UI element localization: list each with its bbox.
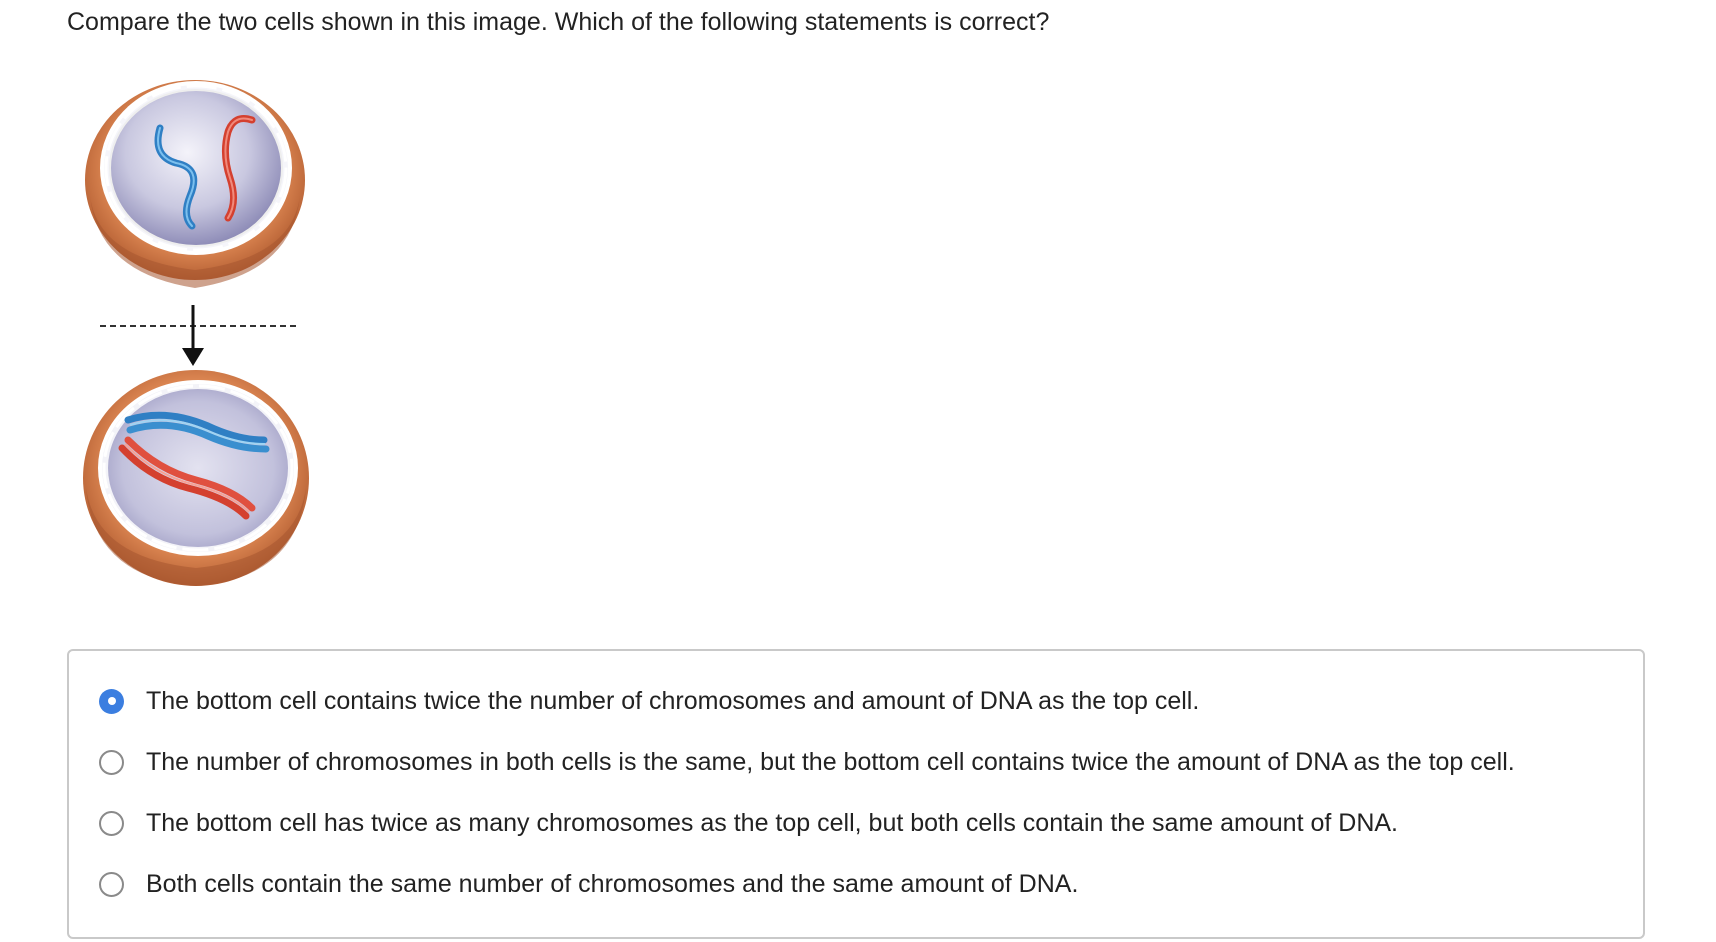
answer-option-label: The bottom cell has twice as many chromosomes as the top cell, but both cells contain the same amount of DNA. xyxy=(146,809,1398,837)
radio-button[interactable] xyxy=(99,750,124,775)
answer-option-3[interactable] xyxy=(99,803,1398,843)
cell-diagram xyxy=(78,68,338,628)
top-cell xyxy=(85,80,305,288)
answer-option-1[interactable] xyxy=(99,681,1199,721)
interphase-arrow xyxy=(100,305,296,366)
answer-options xyxy=(67,649,1645,939)
radio-button[interactable] xyxy=(99,811,124,836)
answer-option-label: The number of chromosomes in both cells is the same, but the bottom cell contains twice the amount of DNA as the top cell. xyxy=(146,748,1515,776)
answer-option-label: Both cells contain the same number of chromosomes and the same amount of DNA. xyxy=(146,870,1079,898)
answer-option-4[interactable] xyxy=(99,864,1078,904)
answer-option-label: The bottom cell contains twice the number of chromosomes and amount of DNA as the top cell. xyxy=(146,687,1200,715)
answer-option-2[interactable] xyxy=(99,742,1515,782)
question-text: Compare the two cells shown in this image. Which of the following statements is correct? xyxy=(67,8,1050,36)
radio-button-selected[interactable] xyxy=(99,689,124,714)
bottom-cell xyxy=(83,370,309,586)
radio-button[interactable] xyxy=(99,872,124,897)
